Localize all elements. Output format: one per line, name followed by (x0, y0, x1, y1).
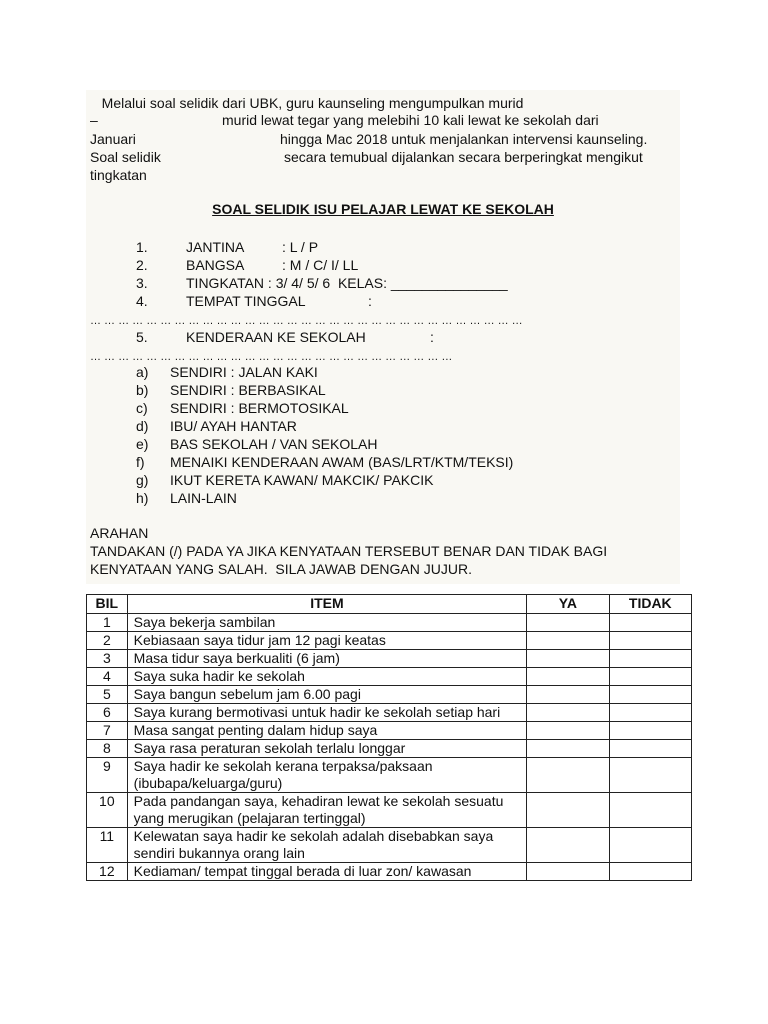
header-ya: YA (527, 595, 609, 614)
option-g-text: IKUT KERETA KAWAN/ MAKCIK/ PAKCIK (170, 472, 434, 488)
tidak-checkbox-cell[interactable] (609, 722, 691, 740)
row-item: Masa sangat penting dalam hidup saya (127, 722, 527, 740)
row-bil: 7 (87, 722, 128, 740)
table-row (87, 614, 692, 632)
row-bil: 1 (87, 614, 128, 632)
question-2-value: : M / C/ I/ LL (282, 257, 359, 273)
tidak-checkbox-cell[interactable] (609, 828, 691, 863)
question-4-label: TEMPAT TINGGAL (186, 293, 306, 309)
intro-line-3-text: hingga Mac 2018 untuk menjalankan intervensi kaunseling. (280, 131, 648, 147)
intro-line-3-start: Januari (90, 131, 136, 147)
ya-checkbox-cell[interactable] (527, 614, 609, 632)
dotted-line-1: … … … … … … … … … … … … … … … … … … … … … … … … … … … … … … … (90, 315, 523, 327)
questionnaire-table (86, 594, 692, 881)
row-bil: 8 (87, 740, 128, 758)
arahan-heading: ARAHAN (90, 525, 149, 541)
ya-checkbox-cell[interactable] (527, 740, 609, 758)
row-item: Pada pandangan saya, kehadiran lewat ke sekolah sesuatu yang merugikan (pelajaran tertinggal) (127, 793, 527, 828)
option-b-letter: b) (136, 382, 149, 398)
row-item: Saya kurang bermotivasi untuk hadir ke sekolah setiap hari (127, 704, 527, 722)
tidak-checkbox-cell[interactable] (609, 704, 691, 722)
question-5-label: KENDERAAN KE SEKOLAH (186, 329, 366, 345)
table-row (87, 650, 692, 668)
ya-checkbox-cell[interactable] (527, 668, 609, 686)
option-d-text: IBU/ AYAH HANTAR (170, 418, 297, 434)
intro-line-4-text: secara temubual dijalankan secara berperingkat mengikut (284, 149, 643, 165)
option-e-text: BAS SEKOLAH / VAN SEKOLAH (170, 436, 378, 452)
row-bil: 11 (87, 828, 128, 863)
row-bil: 4 (87, 668, 128, 686)
ya-checkbox-cell[interactable] (527, 686, 609, 704)
ya-checkbox-cell[interactable] (527, 722, 609, 740)
header-bil: BIL (87, 595, 128, 614)
table-row (87, 740, 692, 758)
row-bil: 5 (87, 686, 128, 704)
tidak-checkbox-cell[interactable] (609, 863, 691, 881)
question-2-num: 2. (136, 257, 148, 273)
header-item: ITEM (127, 595, 527, 614)
option-d-letter: d) (136, 418, 149, 434)
arahan-line-2: KENYATAAN YANG SALAH. SILA JAWAB DENGAN JUJUR. (90, 561, 472, 577)
intro-line-5: tingkatan (90, 167, 147, 183)
row-item: Saya bangun sebelum jam 6.00 pagi (127, 686, 527, 704)
option-h-letter: h) (136, 490, 149, 506)
question-3-num: 3. (136, 275, 148, 291)
intro-line-4-start: Soal selidik (90, 149, 161, 165)
option-b-text: SENDIRI : BERBASIKAL (170, 382, 326, 398)
row-item: Saya suka hadir ke sekolah (127, 668, 527, 686)
table-row (87, 722, 692, 740)
tidak-checkbox-cell[interactable] (609, 614, 691, 632)
question-3-label: TINGKATAN : 3/ 4/ 5/ 6 KELAS: _______________ (186, 275, 508, 291)
table-row (87, 758, 692, 793)
tidak-checkbox-cell[interactable] (609, 650, 691, 668)
table-row (87, 793, 692, 828)
header-tidak: TIDAK (609, 595, 691, 614)
tidak-checkbox-cell[interactable] (609, 758, 691, 793)
row-item: Kelewatan saya hadir ke sekolah adalah disebabkan saya sendiri bukannya orang lain (127, 828, 527, 863)
table-row (87, 686, 692, 704)
ya-checkbox-cell[interactable] (527, 863, 609, 881)
intro-line-1: Melalui soal selidik dari UBK, guru kaunseling mengumpulkan murid (90, 95, 524, 111)
ya-checkbox-cell[interactable] (527, 828, 609, 863)
row-item: Saya hadir ke sekolah kerana terpaksa/paksaan (ibubapa/keluarga/guru) (127, 758, 527, 793)
tidak-checkbox-cell[interactable] (609, 686, 691, 704)
ya-checkbox-cell[interactable] (527, 793, 609, 828)
table-row (87, 668, 692, 686)
question-5-value: : (430, 329, 434, 345)
row-item: Saya bekerja sambilan (127, 614, 527, 632)
row-bil: 6 (87, 704, 128, 722)
row-bil: 9 (87, 758, 128, 793)
question-4-num: 4. (136, 293, 148, 309)
table-row (87, 828, 692, 863)
tidak-checkbox-cell[interactable] (609, 632, 691, 650)
option-g-letter: g) (136, 472, 149, 488)
tidak-checkbox-cell[interactable] (609, 793, 691, 828)
arahan-line-1: TANDAKAN (/) PADA YA JIKA KENYATAAN TERSEBUT BENAR DAN TIDAK BAGI (90, 543, 608, 559)
tidak-checkbox-cell[interactable] (609, 668, 691, 686)
option-h-text: LAIN-LAIN (170, 490, 237, 506)
table-header-row (87, 595, 692, 614)
question-5-num: 5. (136, 329, 148, 345)
row-item: Saya rasa peraturan sekolah terlalu longgar (127, 740, 527, 758)
ya-checkbox-cell[interactable] (527, 632, 609, 650)
table-row (87, 632, 692, 650)
question-1-value: : L / P (282, 239, 319, 255)
row-item: Masa tidur saya berkualiti (6 jam) (127, 650, 527, 668)
question-1-num: 1. (136, 239, 148, 255)
dotted-line-2: … … … … … … … … … … … … … … … … … … … … … … … … … … (90, 351, 453, 363)
option-c-letter: c) (136, 400, 148, 416)
row-item: Kediaman/ tempat tinggal berada di luar zon/ kawasan (127, 863, 527, 881)
ya-checkbox-cell[interactable] (527, 704, 609, 722)
option-e-letter: e) (136, 436, 149, 452)
intro-line-2-dash: – (90, 112, 98, 128)
option-a-text: SENDIRI : JALAN KAKI (170, 364, 318, 380)
row-bil: 12 (87, 863, 128, 881)
row-item: Kebiasaan saya tidur jam 12 pagi keatas (127, 632, 527, 650)
intro-line-2-text: murid lewat tegar yang melebihi 10 kali lewat ke sekolah dari (222, 112, 599, 128)
tidak-checkbox-cell[interactable] (609, 740, 691, 758)
ya-checkbox-cell[interactable] (527, 758, 609, 793)
row-bil: 10 (87, 793, 128, 828)
option-a-letter: a) (136, 364, 149, 380)
row-bil: 2 (87, 632, 128, 650)
option-c-text: SENDIRI : BERMOTOSIKAL (170, 400, 349, 416)
question-1-label: JANTINA (186, 239, 245, 255)
table-row (87, 863, 692, 881)
option-f-letter: f) (136, 454, 145, 470)
table-row (87, 704, 692, 722)
row-bil: 3 (87, 650, 128, 668)
question-2-label: BANGSA (186, 257, 245, 273)
ya-checkbox-cell[interactable] (527, 650, 609, 668)
page-title: SOAL SELIDIK ISU PELAJAR LEWAT KE SEKOLAH (212, 201, 554, 217)
option-f-text: MENAIKI KENDERAAN AWAM (BAS/LRT/KTM/TEKSI) (170, 454, 514, 470)
question-4-value: : (368, 293, 372, 309)
